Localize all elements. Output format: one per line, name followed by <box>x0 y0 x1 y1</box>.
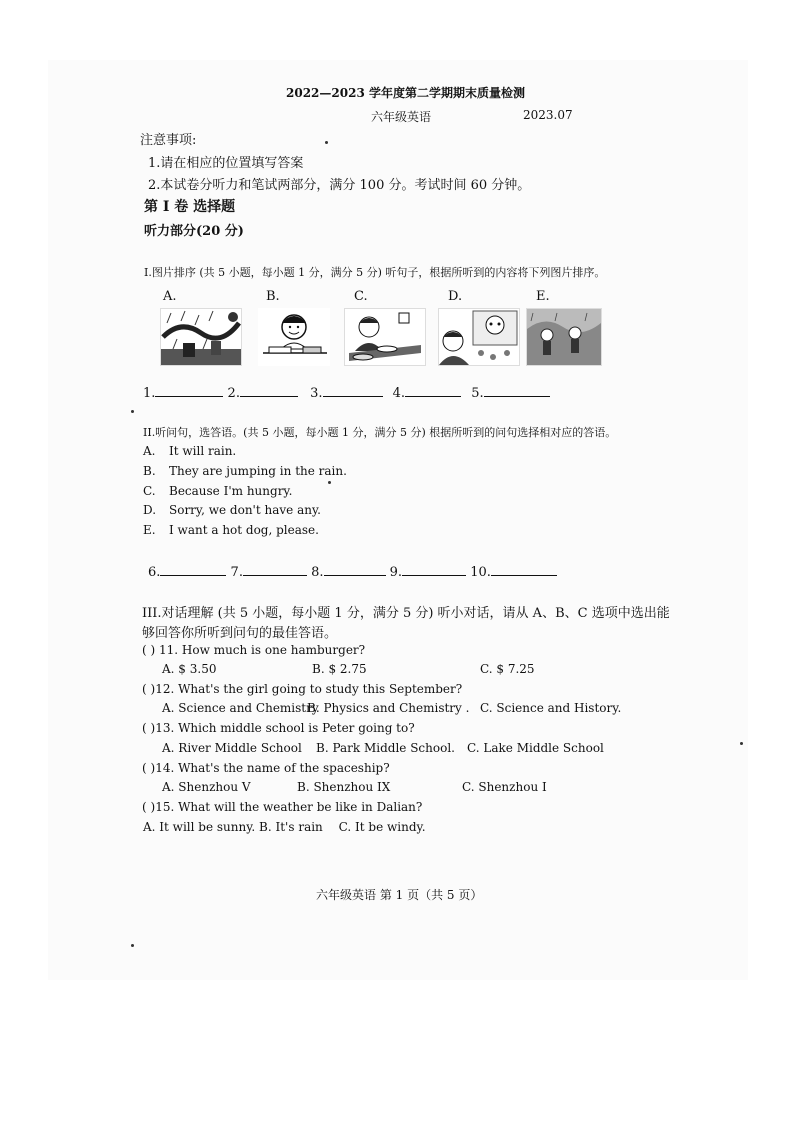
exam-title: 2022—2023 学年度第二学期期末质量检测 <box>286 86 525 100</box>
q15-options <box>143 820 426 834</box>
notes-heading: 注意事项: <box>140 133 197 148</box>
picture-label-a: A. <box>163 289 177 304</box>
section3-instruction-line2: 够回答你所听到问句的最佳答语。 <box>142 626 338 641</box>
answer-paren[interactable]: ( ) <box>142 682 156 696</box>
picture-label-b: B. <box>266 289 280 304</box>
answer-number: 5. <box>471 386 484 401</box>
q14-option-a: A. Shenzhou V <box>162 780 251 794</box>
q11-option-b: B. $ 2.75 <box>312 662 367 676</box>
scan-speck <box>325 141 328 144</box>
question-text: 13. Which middle school is Peter going to? <box>155 721 415 735</box>
section2-instruction: II.听问句，选答语。(共 5 小题，每小题 1 分，满分 5 分) 根据所听到的问句选择相对应的答语。 <box>143 426 617 439</box>
answer-blank-4[interactable] <box>405 384 461 397</box>
picture-label-c: C. <box>354 289 368 304</box>
question-text: 15. What will the weather be like in Dalian? <box>155 800 423 814</box>
q13-option-c: C. Lake Middle School <box>467 741 604 755</box>
option-e <box>143 523 319 537</box>
q13-option-b: B. Park Middle School. <box>316 741 455 755</box>
option-text: They are jumping in the rain. <box>169 464 347 478</box>
section3-instruction-line1: III.对话理解 (共 5 小题，每小题 1 分，满分 5 分) 听小对话，请从 A、B、C 选项中选出能 <box>142 606 670 621</box>
note-item-1: 1.请在相应的位置填写答案 <box>148 156 304 171</box>
answer-paren[interactable]: ( ) <box>142 721 156 735</box>
answer-number: 6. <box>148 565 161 580</box>
answer-number: 1. <box>143 386 156 401</box>
answer-number: 10. <box>470 565 491 580</box>
q12-option-b: B. Physics and Chemistry . <box>307 701 470 715</box>
page-footer: 六年级英语 第 1 页（共 5 页） <box>316 888 483 902</box>
picture-c-boy-eating <box>344 308 426 366</box>
option-a <box>143 444 236 458</box>
answer-number: 8. <box>311 565 324 580</box>
question-12 <box>142 682 462 696</box>
q14-option-b: B. Shenzhou IX <box>297 780 391 794</box>
q13-option-a: A. River Middle School <box>162 741 302 755</box>
exam-subject: 六年级英语 <box>371 110 432 124</box>
question-text: 12. What's the girl going to study this September? <box>155 682 463 696</box>
option-text: It will rain. <box>169 444 237 458</box>
q14-option-c: C. Shenzhou I <box>462 780 547 794</box>
listening-title: 听力部分(20 分) <box>144 224 244 239</box>
answer-number: 7. <box>230 565 243 580</box>
option-c <box>143 484 292 498</box>
answer-blank-5[interactable] <box>484 384 550 397</box>
exam-date: 2023.07 <box>523 108 573 122</box>
answer-blank-7[interactable] <box>243 563 307 576</box>
picture-b-boy-studying <box>258 308 330 366</box>
q15-option-c: C. It be windy. <box>338 820 426 834</box>
option-text: I want a hot dog, please. <box>169 523 319 537</box>
picture-label-d: D. <box>448 289 463 304</box>
question-text: 11. How much is one hamburger? <box>159 643 366 657</box>
q11-option-a: A. $ 3.50 <box>162 662 217 676</box>
option-b <box>143 464 347 478</box>
answer-paren[interactable]: ( ) <box>142 643 156 657</box>
section1-instruction: I.图片排序 (共 5 小题，每小题 1 分，满分 5 分) 听句子，根据所听到的内容将下列图片排序。 <box>144 266 606 279</box>
option-text: Because I'm hungry. <box>169 484 293 498</box>
answer-blank-8[interactable] <box>324 563 386 576</box>
answer-blank-10[interactable] <box>491 563 557 576</box>
picture-e-outdoor-scene <box>526 308 602 366</box>
option-letter: C. <box>143 484 156 498</box>
q12-option-a: A. Science and Chemistry <box>162 701 319 715</box>
volume-title: 第 I 卷 选择题 <box>144 199 236 215</box>
scan-speck <box>131 944 134 947</box>
scan-speck <box>740 742 743 745</box>
scan-speck <box>131 410 134 413</box>
scan-speck <box>328 481 331 484</box>
answer-paren[interactable]: ( ) <box>142 800 156 814</box>
answer-blank-9[interactable] <box>402 563 466 576</box>
answer-number: 3. <box>310 386 323 401</box>
answer-number: 9. <box>389 565 403 580</box>
q11-option-c: C. $ 7.25 <box>480 662 535 676</box>
option-letter: E. <box>143 523 156 537</box>
answer-blank-2[interactable] <box>240 384 298 397</box>
question-14 <box>142 761 390 775</box>
q15-option-a: A. It will be sunny. <box>143 820 256 834</box>
answer-blank-1[interactable] <box>155 384 223 397</box>
q15-option-b: B. It's rain <box>259 820 323 834</box>
q12-option-c: C. Science and History. <box>480 701 622 715</box>
answer-row-6-10 <box>148 563 557 580</box>
answer-paren[interactable]: ( ) <box>142 761 156 775</box>
option-letter: A. <box>143 444 156 458</box>
answer-row-1-5 <box>143 384 550 401</box>
question-13 <box>142 721 415 735</box>
note-item-2: 2.本试卷分听力和笔试两部分，满分 100 分。考试时间 60 分钟。 <box>148 178 531 193</box>
question-15 <box>142 800 422 814</box>
picture-a-rain-scene <box>160 308 242 366</box>
question-11 <box>142 643 365 657</box>
picture-d-boy-cartoon <box>438 308 520 366</box>
picture-label-e: E. <box>536 289 550 304</box>
option-letter: B. <box>143 464 156 478</box>
answer-blank-3[interactable] <box>323 384 383 397</box>
question-text: 14. What's the name of the spaceship? <box>155 761 390 775</box>
option-text: Sorry, we don't have any. <box>169 503 321 517</box>
answer-number: 2. <box>227 386 240 401</box>
answer-number: 4. <box>392 386 406 401</box>
answer-blank-6[interactable] <box>160 563 226 576</box>
option-d <box>143 503 321 517</box>
option-letter: D. <box>143 503 157 517</box>
